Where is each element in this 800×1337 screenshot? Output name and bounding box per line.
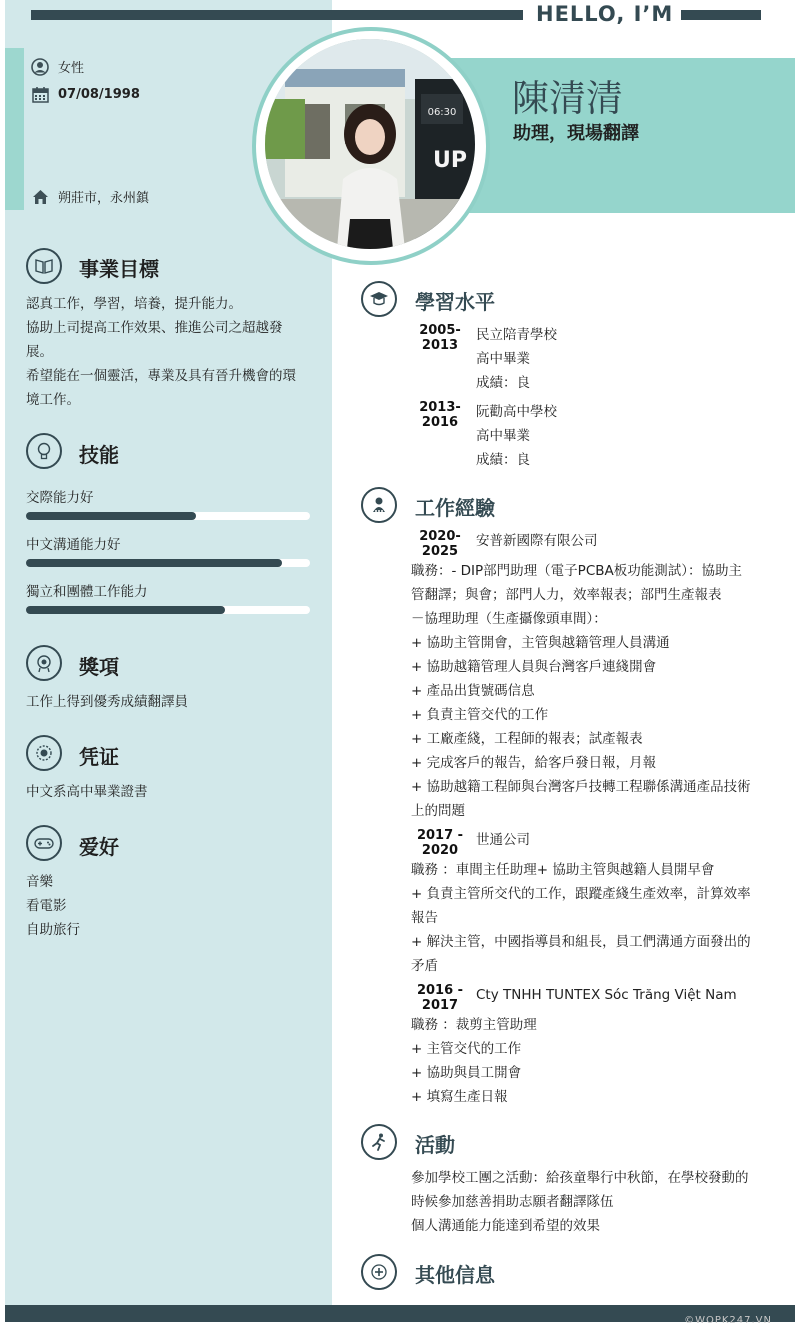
skill-bar (26, 606, 310, 614)
hobbies-title: 爱好 (79, 835, 119, 859)
activity-line: 參加學校工團之活動：給孩童舉行中秋節，在學校發動的 (411, 1170, 749, 1186)
home-icon (31, 188, 49, 206)
skill-bar-fill (26, 606, 225, 614)
certs-text: 中文系高中畢業證書 (26, 784, 148, 800)
awards-text: 工作上得到優秀成績翻譯員 (26, 694, 188, 710)
career-line: 協助上司提高工作效果、推進公司之超越發 (26, 320, 283, 336)
certs-title: 凭证 (79, 745, 119, 769)
graduation-cap-icon (361, 281, 397, 317)
activity-line: 時候參加慈善捐助志願者翻譯隊伍 (411, 1194, 614, 1210)
year-end: 2017 (421, 998, 459, 1013)
gamepad-icon (26, 825, 62, 861)
job-title: 助理，現場翻譯 (513, 123, 639, 144)
header-rule-left (31, 10, 523, 20)
year-end: 2016 (421, 415, 459, 430)
education-years (411, 323, 469, 353)
year-end: 2025 (421, 544, 459, 559)
svg-text:06:30: 06:30 (427, 107, 457, 118)
lightbulb-icon (26, 433, 62, 469)
career-title: 事業目標 (79, 257, 159, 281)
skill-label: 交際能力好 (26, 490, 94, 506)
company-name: 安普新國際有限公司 (476, 533, 598, 549)
job-line: + 協助越籍工程師與台灣客戶技轉工程聯係溝通產品技術 (411, 779, 751, 795)
company-name: 世通公司 (476, 832, 530, 848)
job-line: + 解決主管，中國指導員和組長，員工們溝通方面發出的 (411, 934, 751, 950)
skill-bar (26, 512, 310, 520)
job-line: + 協助越籍管理人員與台灣客戶連綫開會 (411, 659, 657, 675)
job-line: + 產品出貨號碼信息 (411, 683, 535, 699)
svg-text:UP: UP (433, 148, 467, 173)
birthdate-text: 07/08/1998 (58, 86, 140, 102)
job-line: + 工廠產綫，工程師的報表；試產報表 (411, 731, 643, 747)
job-line: + 負責主管所交代的工作，跟蹤產綫生產效率，計算效率 (411, 886, 751, 902)
skill-bar (26, 559, 310, 567)
career-line: 希望能在一個靈活，專業及具有晉升機會的環 (26, 368, 296, 384)
school-name: 民立陪青學校 (476, 327, 557, 343)
job-line: 職務 ：裁剪主管助理 (411, 1017, 537, 1033)
footer-bar (5, 1305, 795, 1322)
activities-title: 活動 (415, 1133, 455, 1157)
skill-bar-fill (26, 559, 282, 567)
book-icon (26, 248, 62, 284)
grade: 成績：良 (476, 452, 530, 468)
job-line: 職務 ：車間主任助理+ 協助主管與越籍人員開早會 (411, 862, 715, 878)
plus-circle-icon (361, 1254, 397, 1290)
calendar-icon (31, 85, 49, 103)
job-line: + 負責主管交代的工作 (411, 707, 549, 723)
other-info-title: 其他信息 (415, 1263, 495, 1287)
header-rule-right (681, 10, 761, 20)
skill-label: 獨立和團體工作能力 (26, 584, 148, 600)
career-line: 境工作。 (26, 392, 80, 408)
year-start: 2016 - (416, 983, 464, 998)
job-line: －協理助理（生產攝像頭車間）： (411, 611, 607, 627)
activity-line: 個人溝通能力能達到希望的效果 (411, 1218, 600, 1234)
running-person-icon (361, 1124, 397, 1160)
degree: 高中畢業 (476, 428, 530, 444)
job-line: 職務：- DIP部門助理（電子PCBA板功能測試）：協助主 (411, 563, 742, 579)
address-row (31, 187, 149, 206)
job-line: + 協助主管開會，主管與越籍管理人員溝通 (411, 635, 670, 651)
profile-photo (265, 39, 475, 249)
skill-label: 中文溝通能力好 (26, 537, 121, 553)
gender-text: 女性 (58, 61, 85, 76)
job-line: 管翻譯；與會；部門人力，效率報表；部門生產報表 (411, 587, 722, 603)
person-star-icon (361, 487, 397, 523)
year-start: 2005- (419, 323, 461, 338)
education-title: 學習水平 (415, 290, 495, 314)
gender-row (31, 57, 84, 76)
job-line: 矛盾 (411, 958, 438, 974)
career-line: 展。 (26, 344, 53, 360)
company-name: Cty TNHH TUNTEX Sóc Trăng Việt Nam (476, 987, 737, 1003)
school-name: 阮勸高中學校 (476, 404, 557, 420)
year-start: 2013- (419, 400, 461, 415)
hobby-item: 音樂 (26, 874, 53, 890)
job-years (411, 983, 469, 1013)
job-line: + 完成客戶的報告，給客戶發日報，月報 (411, 755, 657, 771)
job-line: + 填寫生產日報 (411, 1089, 508, 1105)
skill-bar-fill (26, 512, 196, 520)
job-line: + 主管交代的工作 (411, 1041, 522, 1057)
year-end: 2020 (421, 843, 459, 858)
medal-icon (26, 645, 62, 681)
address-text: 朔莊市，永州鎮 (58, 191, 150, 206)
year-end: 2013 (421, 338, 459, 353)
full-name: 陳清清 (512, 77, 623, 120)
skills-title: 技能 (79, 443, 119, 467)
job-years (411, 828, 469, 858)
hobby-item: 自助旅行 (26, 922, 80, 938)
education-years (411, 400, 469, 430)
experience-title: 工作經驗 (415, 496, 495, 520)
degree: 高中畢業 (476, 351, 530, 367)
certificate-icon (26, 735, 62, 771)
career-line: 認真工作，學習，培養，提升能力。 (26, 296, 242, 312)
year-start: 2017 - (416, 828, 464, 843)
job-line: 報告 (411, 910, 438, 926)
job-years (411, 529, 469, 559)
job-line: + 協助與員工開會 (411, 1065, 522, 1081)
birthdate-row (31, 85, 140, 103)
grade: 成績：良 (476, 375, 530, 391)
year-start: 2020- (419, 529, 461, 544)
user-icon (31, 58, 49, 76)
awards-title: 獎項 (79, 655, 119, 679)
hello-heading: HELLO, I’M (536, 2, 674, 26)
job-line: 上的問題 (411, 803, 465, 819)
hobby-item: 看電影 (26, 898, 67, 914)
watermark: ©WOPK247.VN (684, 1315, 772, 1326)
sidebar-accent-bar (5, 48, 24, 210)
